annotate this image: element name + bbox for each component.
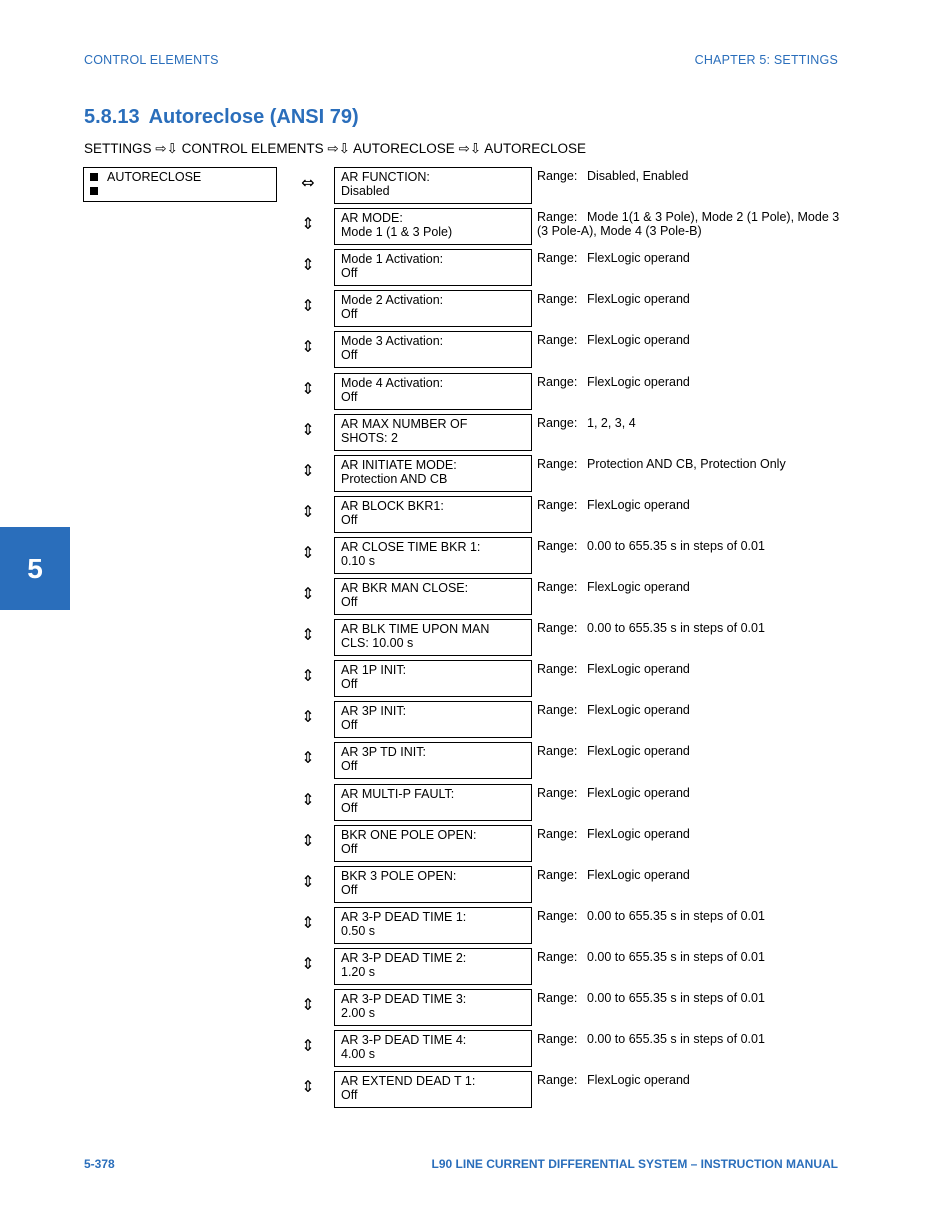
range-value: FlexLogic operand <box>587 497 690 512</box>
setting-box <box>334 537 532 574</box>
setting-box <box>334 290 532 327</box>
setting-name: AR 3-P DEAD TIME 2: <box>341 950 467 965</box>
setting-box <box>334 825 532 862</box>
setting-box <box>334 989 532 1026</box>
setting-value: 0.50 s <box>341 923 376 938</box>
range-label: Range: <box>537 497 578 512</box>
up-down-arrow-icon: ⇕ <box>301 707 315 727</box>
range-value: FlexLogic operand <box>587 867 690 882</box>
up-down-arrow-icon: ⇕ <box>301 584 315 603</box>
setting-range <box>537 662 842 676</box>
setting-range <box>537 991 842 1005</box>
range-value: FlexLogic operand <box>587 251 690 266</box>
up-down-arrow-icon: ⇕ <box>301 460 315 480</box>
page-number: 5-378 <box>84 1157 115 1171</box>
up-down-arrow-icon: ⇕ <box>301 1036 315 1056</box>
setting-range <box>537 210 842 238</box>
setting-row <box>0 249 950 286</box>
setting-box <box>334 578 532 615</box>
range-value: FlexLogic operand <box>587 333 690 348</box>
setting-name: AR 3P TD INIT: <box>341 745 426 760</box>
setting-box <box>334 660 532 697</box>
up-down-arrow-icon: ⇕ <box>301 666 315 686</box>
setting-name: AR BKR MAN CLOSE: <box>341 581 469 595</box>
setting-box <box>334 249 532 286</box>
setting-name: BKR 3 POLE OPEN: <box>341 868 457 883</box>
setting-row <box>0 208 950 245</box>
breadcrumb: SETTINGS ⇨⇩ CONTROL ELEMENTS ⇨⇩ AUTORECLOSE ⇨⇩ AUTORECLOSE <box>84 141 586 156</box>
setting-value: Off <box>341 718 358 733</box>
setting-range <box>537 744 842 758</box>
range-label: Range: <box>537 580 578 594</box>
up-down-arrow-icon: ⇕ <box>301 625 315 645</box>
setting-value: 2.00 s <box>341 1006 376 1020</box>
up-down-arrow-icon: ⇕ <box>301 296 315 316</box>
setting-name: AR EXTEND DEAD T 1: <box>341 1074 476 1089</box>
range-value: FlexLogic operand <box>587 785 690 800</box>
setting-box <box>334 866 532 903</box>
setting-box <box>334 208 532 245</box>
setting-row <box>0 784 950 821</box>
setting-range <box>537 292 842 306</box>
setting-name: AR MAX NUMBER OF <box>341 416 468 431</box>
left-right-arrow-icon: ⇔ <box>301 173 315 192</box>
setting-row <box>0 989 950 1026</box>
setting-value: Off <box>341 841 358 856</box>
setting-range <box>537 539 842 553</box>
setting-box <box>334 1071 532 1108</box>
up-down-arrow-icon: ⇕ <box>301 255 315 275</box>
running-header-left: CONTROL ELEMENTS <box>84 53 219 67</box>
range-label: Range: <box>537 826 578 841</box>
setting-value: Off <box>341 348 358 363</box>
setting-name: Mode 4 Activation: <box>341 375 444 390</box>
range-value: FlexLogic operand <box>587 662 690 677</box>
setting-row <box>0 866 950 903</box>
setting-value: 0.10 s <box>341 553 376 568</box>
setting-range <box>537 827 842 841</box>
setting-box <box>334 167 532 204</box>
setting-row <box>0 167 950 204</box>
setting-row <box>0 290 950 327</box>
setting-row <box>0 578 950 615</box>
section-title <box>84 106 359 129</box>
setting-box <box>334 701 532 738</box>
setting-row <box>0 537 950 574</box>
setting-box <box>334 742 532 779</box>
section-number: 5.8.13 <box>84 106 140 128</box>
setting-row <box>0 414 950 451</box>
setting-name: AR MULTI-P FAULT: <box>341 786 455 801</box>
setting-range <box>537 375 842 389</box>
setting-box <box>334 1030 532 1067</box>
setting-value: 4.00 s <box>341 1047 376 1062</box>
setting-name: AR 3P INIT: <box>341 704 407 719</box>
setting-box <box>334 907 532 944</box>
setting-box <box>334 373 532 410</box>
range-value: FlexLogic operand <box>587 374 690 389</box>
setting-value: Off <box>341 595 358 609</box>
setting-name: AR BLOCK BKR1: <box>341 498 444 513</box>
range-label: Range: <box>537 415 578 430</box>
range-value: 0.00 to 655.35 s in steps of 0.01 <box>587 1032 765 1047</box>
range-label: Range: <box>537 991 578 1005</box>
range-value: Mode 1(1 & 3 Pole), Mode 2 (1 Pole), Mode 3 (3 Pole-A), Mode 4 (3 Pole-B) <box>537 210 840 239</box>
setting-range <box>537 950 842 964</box>
setting-range <box>537 703 842 717</box>
setting-range <box>537 1032 842 1046</box>
range-value: 0.00 to 655.35 s in steps of 0.01 <box>587 908 765 923</box>
range-value: Protection AND CB, Protection Only <box>587 456 786 471</box>
setting-value: Off <box>341 677 358 692</box>
up-down-arrow-icon: ⇕ <box>301 953 315 973</box>
range-label: Range: <box>537 1073 578 1088</box>
setting-box <box>334 455 532 492</box>
setting-value: Off <box>341 266 358 281</box>
setting-value: CLS: 10.00 s <box>341 636 414 651</box>
setting-name: AR 3-P DEAD TIME 4: <box>341 1033 467 1048</box>
setting-row <box>0 1071 950 1108</box>
setting-row <box>0 660 950 697</box>
setting-name: Mode 3 Activation: <box>341 334 444 349</box>
range-label: Range: <box>537 456 578 471</box>
setting-name: AR 3-P DEAD TIME 1: <box>341 909 467 924</box>
up-down-arrow-icon: ⇕ <box>301 419 315 439</box>
setting-name: AR 3-P DEAD TIME 3: <box>341 992 467 1006</box>
setting-name: BKR ONE POLE OPEN: <box>341 827 477 842</box>
setting-box <box>334 414 532 451</box>
setting-name: AR INITIATE MODE: <box>341 457 457 472</box>
setting-range <box>537 169 842 183</box>
setting-range <box>537 580 842 594</box>
up-down-arrow-icon: ⇕ <box>301 871 315 891</box>
setting-row <box>0 825 950 862</box>
range-value: 0.00 to 655.35 s in steps of 0.01 <box>587 538 765 553</box>
range-label: Range: <box>537 949 578 964</box>
setting-range <box>537 1073 842 1087</box>
manual-title: L90 LINE CURRENT DIFFERENTIAL SYSTEM – INSTRUCTION MANUAL <box>431 1157 838 1171</box>
setting-name: AR MODE: <box>341 211 403 226</box>
range-label: Range: <box>537 169 578 183</box>
setting-value: Off <box>341 389 358 404</box>
setting-row <box>0 948 950 985</box>
range-value: 1, 2, 3, 4 <box>587 415 636 430</box>
up-down-arrow-icon: ⇕ <box>301 337 315 357</box>
range-label: Range: <box>537 538 578 553</box>
setting-name: AR 1P INIT: <box>341 663 407 678</box>
setting-box <box>334 948 532 985</box>
up-down-arrow-icon: ⇕ <box>301 995 315 1014</box>
range-label: Range: <box>537 292 578 307</box>
up-down-arrow-icon: ⇕ <box>301 748 315 768</box>
setting-range <box>537 498 842 512</box>
setting-row <box>0 742 950 779</box>
setting-box <box>334 784 532 821</box>
chapter-tab: 5 <box>0 527 70 610</box>
range-value: 0.00 to 655.35 s in steps of 0.01 <box>587 991 765 1005</box>
setting-value: Off <box>341 307 358 322</box>
setting-value: 1.20 s <box>341 964 376 979</box>
up-down-arrow-icon: ⇕ <box>301 542 315 562</box>
setting-box <box>334 331 532 368</box>
setting-row <box>0 496 950 533</box>
range-label: Range: <box>537 785 578 800</box>
up-down-arrow-icon: ⇕ <box>301 789 315 809</box>
range-value: FlexLogic operand <box>587 703 690 718</box>
range-label: Range: <box>537 251 578 266</box>
range-label: Range: <box>537 1032 578 1047</box>
section-title-text: Autoreclose (ANSI 79) <box>148 106 359 128</box>
range-value: FlexLogic operand <box>587 744 690 759</box>
setting-name: AR FUNCTION: <box>341 170 430 184</box>
setting-value: Off <box>341 1088 358 1103</box>
range-value: FlexLogic operand <box>587 580 690 594</box>
setting-range <box>537 251 842 265</box>
setting-name: Mode 1 Activation: <box>341 252 444 267</box>
setting-range <box>537 416 842 430</box>
range-label: Range: <box>537 867 578 882</box>
setting-name: AR BLK TIME UPON MAN <box>341 622 490 637</box>
setting-name: AR CLOSE TIME BKR 1: <box>341 539 481 554</box>
setting-value: Off <box>341 800 358 815</box>
setting-row <box>0 701 950 738</box>
setting-row <box>0 455 950 492</box>
range-label: Range: <box>537 662 578 677</box>
setting-row <box>0 331 950 368</box>
range-label: Range: <box>537 908 578 923</box>
setting-value: Off <box>341 882 358 897</box>
menu-label: AUTORECLOSE <box>107 170 202 184</box>
setting-row <box>0 373 950 410</box>
setting-range <box>537 621 842 635</box>
setting-range <box>537 457 842 471</box>
setting-box <box>334 619 532 656</box>
setting-value: Mode 1 (1 & 3 Pole) <box>341 225 453 240</box>
setting-row <box>0 1030 950 1067</box>
range-value: FlexLogic operand <box>587 292 690 307</box>
range-label: Range: <box>537 744 578 759</box>
setting-value: SHOTS: 2 <box>341 430 398 445</box>
range-label: Range: <box>537 374 578 389</box>
setting-range <box>537 868 842 882</box>
range-label: Range: <box>537 703 578 718</box>
range-value: Disabled, Enabled <box>587 169 689 183</box>
range-value: 0.00 to 655.35 s in steps of 0.01 <box>587 949 765 964</box>
up-down-arrow-icon: ⇕ <box>301 501 315 521</box>
setting-value: Protection AND CB <box>341 471 448 486</box>
setting-value: Disabled <box>341 184 390 198</box>
up-down-arrow-icon: ⇕ <box>301 378 315 398</box>
setting-name: Mode 2 Activation: <box>341 293 444 308</box>
running-header-right: CHAPTER 5: SETTINGS <box>694 53 838 67</box>
range-value: 0.00 to 655.35 s in steps of 0.01 <box>587 621 765 636</box>
setting-range <box>537 786 842 800</box>
range-label: Range: <box>537 333 578 348</box>
setting-value: Off <box>341 759 358 774</box>
setting-range <box>537 333 842 347</box>
setting-row <box>0 619 950 656</box>
range-value: FlexLogic operand <box>587 1073 690 1088</box>
range-label: Range: <box>537 210 578 225</box>
up-down-arrow-icon: ⇕ <box>301 912 315 932</box>
up-down-arrow-icon: ⇕ <box>301 1077 315 1097</box>
setting-row <box>0 907 950 944</box>
up-down-arrow-icon: ⇕ <box>301 830 315 850</box>
setting-box <box>334 496 532 533</box>
setting-range <box>537 909 842 923</box>
setting-value: Off <box>341 512 358 527</box>
up-down-arrow-icon: ⇕ <box>301 214 315 234</box>
range-value: FlexLogic operand <box>587 826 690 841</box>
range-label: Range: <box>537 621 578 636</box>
